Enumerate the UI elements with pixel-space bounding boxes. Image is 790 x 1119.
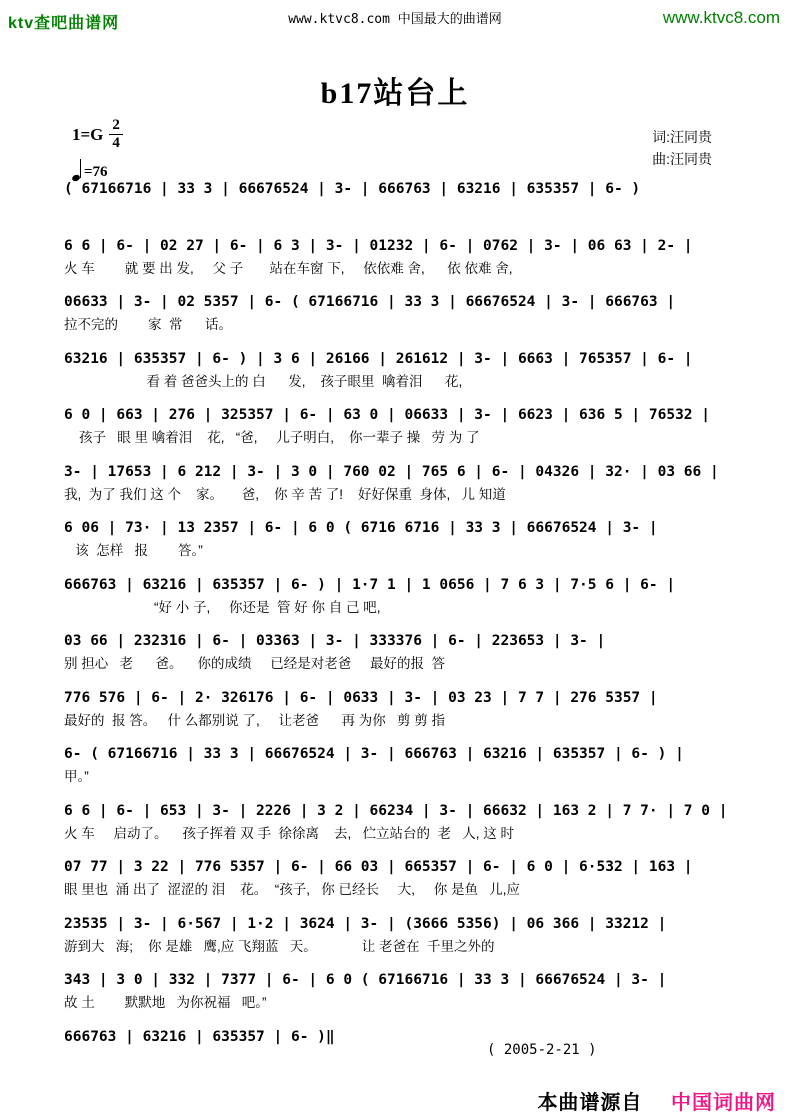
lyrics-line: 拉不完的 家 常 话。 [64, 317, 233, 332]
notation-line: 3- | 17653 | 6 212 | 3- | 3 0 | 760 02 | 765 6 | 6- | 04326 | 32· | 03 66 | [64, 463, 719, 480]
score-system [64, 687, 734, 744]
lyrics-line: 火 车 启动了。 孩子挥着 双 手 徐徐离 去, 伫立站台的 老 人, 这 时 [64, 825, 515, 841]
notation-line: 03 66 | 232316 | 6- | 03363 | 3- | 333376 | 6- | 223653 | 3- | [64, 633, 606, 649]
lyricist-credit: 词:汪同贵 [652, 129, 712, 145]
key-signature-block [72, 118, 123, 181]
notation-line: 06633 | 3- | 02 5357 | 6- ( 67166716 | 33 3 | 66676524 | 3- | 666763 | [64, 294, 676, 310]
notation-line: 666763 | 63216 | 635357 | 6- ) | 1·7 1 | 1 0656 | 7 6 3 | 7·5 6 | 6- | [64, 576, 676, 593]
site-home-link[interactable]: ktv查吧曲谱网 [8, 15, 120, 32]
notation-line: 666763 | 63216 | 635357 | 6- )‖ [64, 1028, 335, 1045]
notation-line: ( 67166716 | 33 3 | 66676524 | 3- | 666763 | 63216 | 635357 | 6- ) [64, 181, 641, 197]
lyrics-line: 孩子 眼 里 噙着泪 花, “爸, 儿子明白, 你一辈子 操 劳 为 了 [64, 430, 480, 445]
notation-line: 63216 | 635357 | 6- ) | 3 6 | 26166 | 261612 | 3- | 6663 | 765357 | 6- | [64, 350, 693, 367]
notation-line: 6 6 | 6- | 653 | 3- | 2226 | 3 2 | 66234 | 3- | 66632 | 163 2 | 7 7· | 7 0 | [64, 802, 728, 819]
notation-line: 23535 | 3- | 6·567 | 1·2 | 3624 | 3- | (3666 5356) | 06 366 | 33212 | [64, 915, 667, 932]
score-system [64, 743, 734, 800]
lyrics-line: “好 小 子, 你还是 管 好 你 自 己 吧, [64, 599, 381, 615]
score-system [64, 235, 734, 292]
tempo-value: =76 [84, 164, 108, 180]
lyrics-line: 故 土 默默地 为你祝福 吧。” [64, 995, 267, 1010]
score-system [64, 969, 734, 1026]
score-system [64, 913, 734, 970]
lyrics-line: 别 担心 老 爸。 你的成绩 已经是对老爸 最好的报 答 [64, 656, 446, 671]
notation-line: 6 0 | 663 | 276 | 325357 | 6- | 63 0 | 06633 | 3- | 6623 | 636 5 | 76532 | [64, 407, 711, 423]
site-url-link[interactable]: www.ktvc8.com [662, 8, 780, 27]
score-system [64, 291, 734, 348]
source-site-link[interactable]: 中国词曲网 [671, 1092, 776, 1114]
score-system [64, 517, 734, 574]
top-header-bar [0, 6, 790, 36]
score-system [64, 856, 734, 913]
source-label: 本曲谱源自 [537, 1092, 643, 1114]
score-system [64, 574, 734, 631]
lyrics-line: 游到大 海; 你 是雄 鹰,应 飞翔蓝 天。 让 老爸在 千里之外的 [64, 938, 495, 954]
score-system [64, 404, 734, 461]
score-system [64, 800, 734, 857]
footer-source [537, 1086, 776, 1115]
time-signature [109, 118, 123, 151]
composer-credit: 曲:汪同贵 [652, 151, 712, 167]
lyrics-line: 眼 里也 涌 出了 涩涩的 泪 花。 “孩子, 你 已经长 大, 你 是鱼 儿,应 [64, 882, 521, 897]
notation-line: 6 06 | 73· | 13 2357 | 6- | 6 0 ( 6716 6716 | 33 3 | 66676524 | 3- | [64, 520, 658, 536]
time-signature-numerator: 2 [112, 117, 120, 133]
lyrics-line: 最好的 报 答。 什 么都别说 了, 让老爸 再 为你 剪 剪 指 [64, 712, 446, 728]
notation-line: 6 6 | 6- | 02 27 | 6- | 6 3 | 3- | 01232 | 6- | 0762 | 3- | 06 63 | 2- | [64, 237, 693, 254]
song-title: b17站台上 [320, 77, 470, 110]
notation-line: 776 576 | 6- | 2· 326176 | 6- | 0633 | 3- | 03 23 | 7 7 | 276 5357 | [64, 689, 658, 706]
notation-line: 6- ( 67166716 | 33 3 | 66676524 | 3- | 666763 | 63216 | 635357 | 6- ) | [64, 746, 684, 762]
lyrics-line: 看 着 爸爸头上的 白 发, 孩子眼里 噙着泪 花, [64, 373, 463, 389]
key-signature: 1=G [72, 124, 104, 144]
lyrics-line: 我, 为了 我们 这 个 家。 爸, 你 辛 苦 了! 好好保重 身体, 儿 知道 [64, 486, 506, 502]
notation-line: 07 77 | 3 22 | 776 5357 | 6- | 66 03 | 665357 | 6- | 6 0 | 6·532 | 163 | [64, 859, 693, 875]
score-system [64, 178, 734, 235]
time-signature-denominator: 4 [109, 134, 123, 151]
lyrics-line: 甲。” [64, 769, 89, 784]
credits-block [652, 126, 712, 170]
score-system [64, 348, 734, 405]
composition-date: ( 2005-2-21 ) [487, 1042, 597, 1058]
score-system [64, 1026, 734, 1083]
score-system [64, 630, 734, 687]
lyrics-line: 该 怎样 报 答。” [64, 543, 203, 558]
lyrics-line: 火 车 就 要 出 发, 父 子 站在车窗 下, 依依难 舍, 依 依难 舍, [64, 260, 513, 276]
notation-line: 343 | 3 0 | 332 | 7377 | 6- | 6 0 ( 67166716 | 33 3 | 66676524 | 3- | [64, 972, 667, 988]
score-system [64, 461, 734, 518]
score [64, 178, 734, 1082]
site-slogan-text: www.ktvc8.com 中国最大的曲谱网 [288, 12, 502, 27]
